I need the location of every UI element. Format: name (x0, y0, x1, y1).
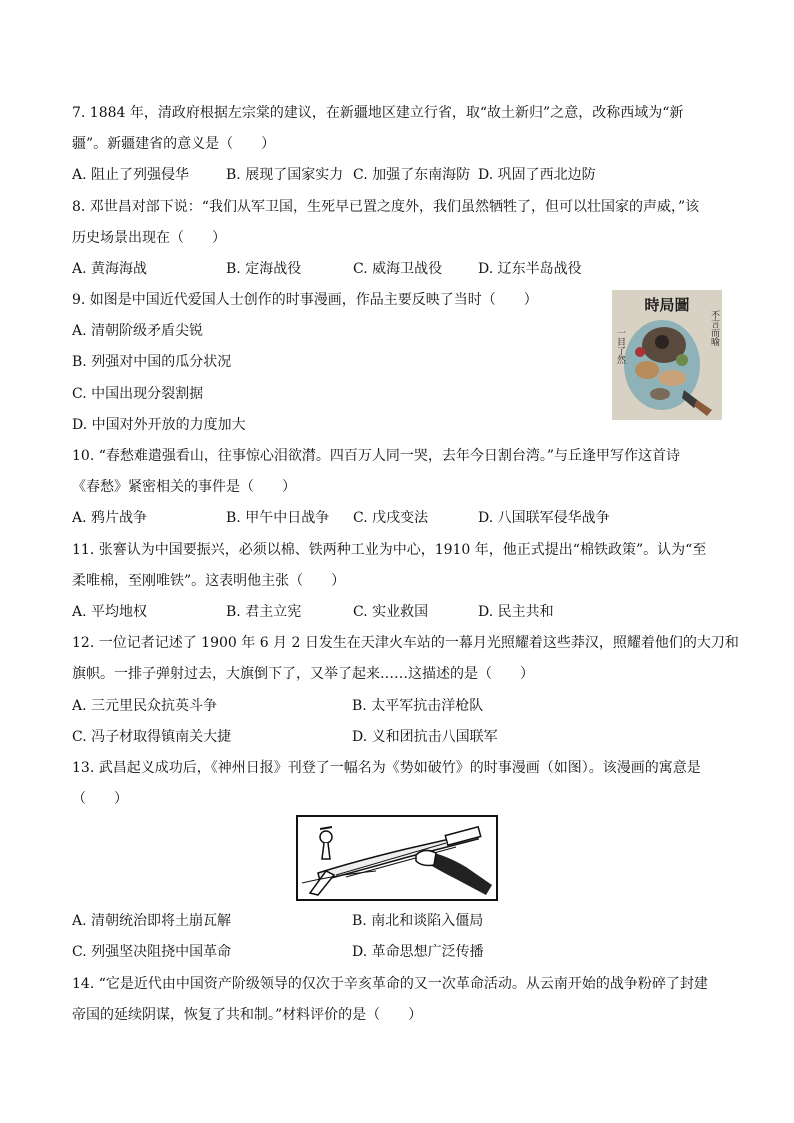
q13-figure-cartoon (296, 815, 498, 901)
q10-option-d[interactable]: D. 八国联军侵华战争 (478, 510, 610, 526)
q11-option-b[interactable]: B. 君主立宪 (226, 604, 302, 620)
q9-option-c[interactable]: C. 中国出现分裂割据 (72, 386, 204, 402)
q7-option-a[interactable]: A. 阻止了列强侵华 (72, 167, 190, 183)
q9-figure-side-text-left: 一目了然 (615, 328, 625, 364)
q12-option-d[interactable]: D. 义和团抗击八国联军 (352, 729, 498, 745)
q11-option-c[interactable]: C. 实业救国 (353, 604, 429, 620)
q13-option-d[interactable]: D. 革命思想广泛传播 (352, 944, 484, 960)
q8-option-a[interactable]: A. 黄海海战 (72, 261, 148, 277)
q12-option-a[interactable]: A. 三元里民众抗英斗争 (72, 698, 218, 714)
q13-option-b[interactable]: B. 南北和谈陷入僵局 (352, 913, 484, 929)
q14-stem-line-1: 14. “它是近代由中国资产阶级领导的仅次于辛亥革命的又一次革命活动。从云南开始的战争粉碎了封建 (72, 976, 708, 992)
q13-stem-line-1: 13. 武昌起义成功后，《神州日报》刊登了一幅名为《势如破竹》的时事漫画（如图）。该漫画的寓意是 (72, 760, 701, 776)
q13-option-c[interactable]: C. 列强坚决阻挠中国革命 (72, 944, 232, 960)
q12-option-b[interactable]: B. 太平军抗击洋枪队 (352, 698, 484, 714)
q8-stem-line-1: 8. 邓世昌对部下说：“我们从军卫国，生死早已置之度外，我们虽然牺牲了，但可以壮国家的声威，”该 (72, 199, 700, 215)
q10-option-b[interactable]: B. 甲午中日战争 (226, 510, 330, 526)
q9-figure-title: 時局圖 (644, 296, 690, 314)
q8-stem-line-2: 历史场景出现在（ ） (72, 230, 226, 246)
q11-option-d[interactable]: D. 民主共和 (478, 604, 554, 620)
q8-option-b[interactable]: B. 定海战役 (226, 261, 302, 277)
q13-option-a[interactable]: A. 清朝统治即将土崩瓦解 (72, 913, 232, 929)
q11-stem-line-1: 11. 张謇认为中国要振兴，必须以棉、铁两种工业为中心，1910 年，他正式提出“棉铁政策”。认为“至 (72, 542, 707, 558)
q9-figure-cartoon (612, 290, 722, 420)
q9-option-d[interactable]: D. 中国对外开放的力度加大 (72, 417, 246, 433)
q12-stem-line-2: 旗帜。一排子弹射过去，大旗倒下了，又举了起来……这描述的是（ ） (72, 666, 534, 682)
q7-option-d[interactable]: D. 巩固了西北边防 (478, 167, 596, 183)
q7-stem-line-1: 7. 1884 年，清政府根据左宗棠的建议，在新疆地区建立行省，取“故土新归”之意，改称西域为“新 (72, 105, 684, 121)
q14-stem-line-2: 帝国的延续阴谋，恢复了共和制。”材料评价的是（ ） (72, 1007, 423, 1023)
q10-option-a[interactable]: A. 鸦片战争 (72, 510, 148, 526)
q11-option-a[interactable]: A. 平均地权 (72, 604, 148, 620)
q13-stem-line-2: （ ） (72, 791, 128, 807)
q7-option-c[interactable]: C. 加强了东南海防 (353, 167, 471, 183)
q7-option-b[interactable]: B. 展现了国家实力 (226, 167, 344, 183)
q10-option-c[interactable]: C. 戊戌变法 (353, 510, 429, 526)
q9-option-b[interactable]: B. 列强对中国的瓜分状况 (72, 354, 232, 370)
q12-option-c[interactable]: C. 冯子材取得镇南关大捷 (72, 729, 232, 745)
q12-stem-line-1: 12. 一位记者记述了 1900 年 6 月 2 日发生在天津火车站的一幕月光照耀着这些莽汉，照耀着他们的大刀和 (72, 635, 739, 651)
q11-stem-line-2: 柔唯棉，至刚唯铁”。这表明他主张（ ） (72, 573, 346, 589)
q9-stem-line-1: 9. 如图是中国近代爱国人士创作的时事漫画，作品主要反映了当时（ ） (72, 292, 538, 308)
q8-option-c[interactable]: C. 威海卫战役 (353, 261, 443, 277)
q9-option-a[interactable]: A. 清朝阶级矛盾尖锐 (72, 323, 204, 339)
q10-stem-line-1: 10. “春愁难遣强看山，往事惊心泪欲潸。四百万人同一哭，去年今日割台湾。”与丘逢甲写作这首诗 (72, 448, 681, 464)
q9-figure-side-text-right: 不言而喻 (709, 310, 719, 346)
q7-stem-line-2: 疆”。新疆建省的意义是（ ） (72, 136, 276, 152)
q10-stem-line-2: 《春愁》紧密相关的事件是（ ） (72, 479, 296, 495)
q8-option-d[interactable]: D. 辽东半岛战役 (478, 261, 582, 277)
